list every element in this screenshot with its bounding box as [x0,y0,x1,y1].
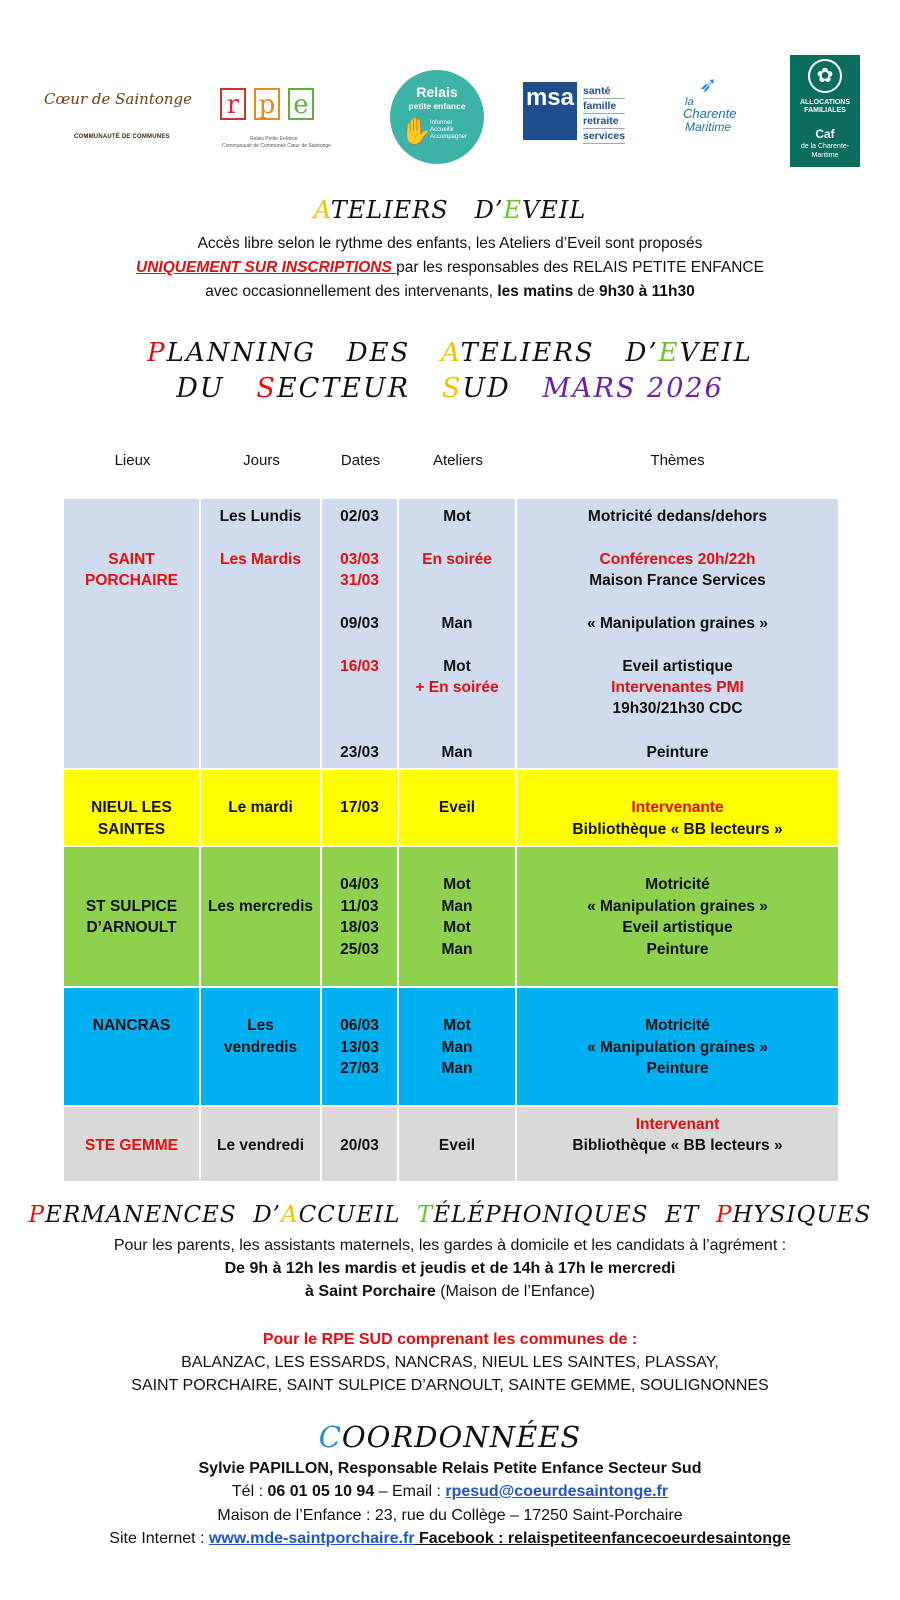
theme: « Manipulation graines » [587,898,768,915]
title-letter: T [416,1202,434,1228]
cell-dates [322,499,399,768]
website-link[interactable]: www.mde-saintporchaire.fr [208,1530,415,1547]
relais-petite-enfance-logo [390,70,484,164]
date: 09/03 [340,615,379,632]
date: 23/03 [340,744,379,761]
caf-logo-name: Caf [815,127,835,141]
atelier: + En soirée [415,679,499,696]
date: 16/03 [340,658,379,675]
tel-label: Tél : [231,1483,268,1500]
location-name: à Saint Porchaire [305,1283,436,1300]
caf-emblem-icon: ✿ [808,59,842,93]
title-word: D’ [253,1202,281,1228]
rpe-letter-p: p [254,88,280,120]
atelier: Mot [443,508,471,525]
theme: Maison France Services [589,572,766,589]
lieu-st-sulpice-1: ST SULPICE [85,898,178,915]
relais-tag-3: Accompagner [430,134,468,140]
column-header-dates: Dates [340,452,381,469]
theme: « Manipulation graines » [587,1039,768,1056]
theme: Intervenant [635,1116,720,1133]
planning-title-line-1 [0,338,900,368]
intro-line-1: Accès libre selon le rythme des enfants, les Ateliers d’Eveil sont proposés [197,235,703,252]
msa-word: services [583,130,626,142]
intro-hours: 9h30 à 11h30 [599,283,695,300]
theme: Conférences 20h/22h [599,551,756,568]
atelier: Mot [443,876,471,893]
caf-logo-line1: ALLOCATIONS [799,99,851,106]
lieu-saint-porchaire-2: PORCHAIRE [84,572,178,589]
title-letter: A [281,1202,299,1228]
coordonnees-title [0,1420,900,1454]
table-row-saint-porchaire [64,499,838,770]
intro-line-2 [0,259,900,277]
title-word: CCUEIL [298,1202,401,1228]
cell-lieu [64,988,201,1105]
atelier: Mot [443,658,471,675]
cell-themes [517,988,838,1105]
title-letter: E [658,338,680,368]
date: 04/03 [340,876,379,893]
contact-name: Sylvie PAPILLON, Responsable Relais Petite Enfance Secteur Sud [198,1460,702,1477]
rpe-letter-r: r [220,88,246,120]
title-word: VEIL [679,338,753,368]
cell-ateliers [399,988,517,1105]
title-letter: P [28,1202,46,1228]
date: 18/03 [340,919,379,936]
contact-address: Maison de l’Enfance : 23, rue du Collège – 17250 Saint-Porchaire [217,1507,683,1524]
relais-tag-1: Informer [430,120,453,126]
table-row-nieul [64,770,838,847]
date: 25/03 [340,941,379,958]
bird-icon: ➶ [699,72,718,97]
theme: Eveil artistique [622,658,733,675]
table-row-nancras [64,988,838,1107]
caf-logo-line2: FAMILIALES [804,107,846,114]
cell-themes [517,770,838,845]
atelier: Man [441,615,473,632]
date: 06/03 [340,1017,379,1034]
caf-logo [790,55,860,167]
msa-word: santé [583,84,625,99]
permanences-hours: De 9h à 12h les mardis et jeudis et de 14h à 17h le mercredi [224,1260,676,1277]
communes-list-2: SAINT PORCHAIRE, SAINT SULPICE D’ARNOULT, SAINTE GEMME, SOULIGNONNES [131,1377,769,1394]
title-word: LANNING [166,338,316,368]
title-word: VEIL [522,196,587,224]
relais-logo-line1: Relais [416,84,458,100]
theme: Motricité dedans/dehors [587,508,768,525]
cell-lieu [64,1107,201,1181]
relais-logo-line2: petite enfance [408,101,466,111]
title-word: ARS [572,373,637,404]
date: 02/03 [340,508,379,525]
cell-jours [201,770,322,845]
title-word: UD [462,373,511,404]
date: 20/03 [340,1137,379,1154]
intro-text: les matins [497,283,574,300]
cds-logo-sub: COMMUNAUTÉ DE COMMUNES [74,134,170,140]
title-word: ET [665,1202,700,1228]
theme: Eveil artistique [622,919,733,936]
permanences-audience: Pour les parents, les assistants maternels, les gardes à domicile et les candidats à l’agrément : [113,1237,787,1254]
title-word: DES [346,338,411,368]
title-word: TELIERS [460,338,595,368]
title-word: ÉLÉPHONIQUES [433,1202,649,1228]
atelier: Mot [443,919,471,936]
page-title [0,196,900,224]
title-letter-a: A [313,196,331,224]
atelier: Man [441,1039,473,1056]
title-letter: P [715,1202,733,1228]
intro-text: de [573,283,600,300]
relais-tag-2: Accueillir [430,127,455,133]
theme: Peinture [646,744,709,761]
title-letter: S [256,373,277,404]
permanences-location [0,1283,900,1301]
cell-lieu [64,770,201,845]
cm-logo-line2: Charente [683,106,737,121]
cds-logo-text: Cœur de Saintonge [44,90,193,108]
theme: Peinture [646,1060,709,1077]
cell-ateliers [399,1107,517,1181]
theme: Intervenante [631,799,724,816]
theme: Bibliothèque « BB lecteurs » [572,1137,783,1154]
lieu-nieul-1: NIEUL LES [91,799,172,816]
communes-title: Pour le RPE SUD comprenant les communes de : [262,1331,638,1348]
jour: Le mardi [228,799,293,816]
date: 03/03 [340,551,379,568]
lieu-ste-gemme: STE GEMME [84,1137,178,1154]
title-word: D’ [474,196,504,224]
title-word: TELIERS [330,196,449,224]
jour-mardis: Les Mardis [220,551,301,568]
jour: Le vendredi [217,1137,304,1154]
intro-line-3 [0,283,900,301]
title-letter: S [441,373,463,404]
theme: Peinture [646,941,709,958]
cell-dates [322,988,399,1105]
atelier: Man [441,941,473,958]
theme: 19h30/21h30 CDC [612,700,743,717]
date: 11/03 [340,898,379,915]
hand-icon: ✋ [400,116,433,146]
cell-themes [517,847,838,986]
intro-text: avec occasionnellement des intervenants, [205,283,498,300]
title-word: HYSIQUES [732,1202,872,1228]
atelier: Eveil [438,799,476,816]
rpe-logo [212,86,336,156]
communes-list-1: BALANZAC, LES ESSARDS, NANCRAS, NIEUL LES SAINTES, PLASSAY, [181,1354,719,1371]
cell-dates [322,1107,399,1181]
atelier: Mot [443,1017,471,1034]
cell-themes [517,499,838,768]
rpe-logo-sub2: Communauté de Communes Cœur de Saintonge [222,143,331,149]
theme: Motricité [645,876,710,893]
cell-lieu [64,499,201,768]
lieu-nancras: NANCRAS [92,1017,171,1034]
title-word: OORDONNÉES [341,1420,582,1454]
cell-themes [517,1107,838,1181]
caf-logo-line4: Maritime [811,152,839,159]
email-link[interactable]: rpesud@coeurdesaintonge.fr [445,1483,669,1500]
cell-jours [201,1107,322,1181]
cm-logo-line1: la [685,96,694,108]
table-row-st-sulpice [64,847,838,988]
planning-title-line-2 [0,373,900,404]
msa-logo [523,82,645,140]
cell-dates [322,847,399,986]
caf-logo-line3: de la Charente- [800,143,850,150]
cm-logo-line3: Maritime [685,120,732,134]
title-letter-e: E [503,196,523,224]
rpe-letter-e: e [288,88,314,120]
cell-jours [201,847,322,986]
title-word: D’ [625,338,659,368]
cell-jours [201,499,322,768]
intro-line-2-rest: par les responsables des RELAIS PETITE ENFANCE [396,259,764,276]
cell-jours [201,988,322,1105]
jour: Les mercredis [207,898,314,915]
date: 27/03 [340,1060,379,1077]
title-word: ERMANENCES [45,1202,237,1228]
jour-lundis: Les Lundis [219,508,302,525]
cell-lieu [64,847,201,986]
email-label: – Email : [374,1483,446,1500]
date: 31/03 [340,572,379,589]
phone-number: 06 01 05 10 94 [267,1483,375,1500]
contact-phone-email [0,1483,900,1501]
cell-ateliers [399,499,517,768]
atelier: Man [441,898,473,915]
theme: « Manipulation graines » [587,615,768,632]
table-row-ste-gemme [64,1107,838,1183]
atelier: Man [441,1060,473,1077]
title-word: ECTEUR [276,373,411,404]
lieu-st-sulpice-2: D’ARNOULT [86,919,177,936]
cell-ateliers [399,770,517,845]
date: 17/03 [340,799,379,816]
lieu-nieul-2: SAINTES [97,821,166,838]
date: 13/03 [340,1039,379,1056]
title-letter: P [147,338,167,368]
lieu-saint-porchaire-1: SAINT [108,551,155,568]
cell-dates [322,770,399,845]
location-detail: (Maison de l’Enfance) [435,1283,595,1300]
title-letter: C [318,1420,342,1454]
jour: Les [247,1017,274,1034]
title-letter: A [441,338,461,368]
inscriptions-notice: UNIQUEMENT SUR INSCRIPTIONS [136,259,397,276]
permanences-title [0,1202,900,1228]
cell-ateliers [399,847,517,986]
theme: Bibliothèque « BB lecteurs » [572,821,783,838]
msa-logo-mark: msa [523,82,577,140]
facebook-link[interactable]: Facebook : relaispetiteenfancecoeurdesaintonge [414,1530,791,1547]
coeur-de-saintonge-logo [44,64,193,148]
charente-maritime-logo [683,72,759,136]
msa-word: famille [583,99,625,114]
column-header-jours: Jours [243,452,280,469]
column-header-themes: Thèmes [650,452,705,469]
title-letter: M [542,373,573,404]
jour: vendredis [223,1039,298,1056]
site-label: Site Internet : [109,1530,209,1547]
atelier: Eveil [438,1137,476,1154]
column-header-ateliers: Ateliers [432,452,484,469]
atelier: Man [441,744,473,761]
theme: Intervenantes PMI [611,679,744,696]
title-word: DU [176,373,225,404]
msa-word: retraite [583,114,625,129]
theme: Motricité [645,1017,710,1034]
rpe-logo-sub1: Relais Petite Enfance [250,136,298,142]
column-header-lieux: Lieux [114,452,151,469]
contact-web [0,1530,900,1548]
atelier: En soirée [422,551,492,568]
title-year: 2026 [647,373,724,404]
